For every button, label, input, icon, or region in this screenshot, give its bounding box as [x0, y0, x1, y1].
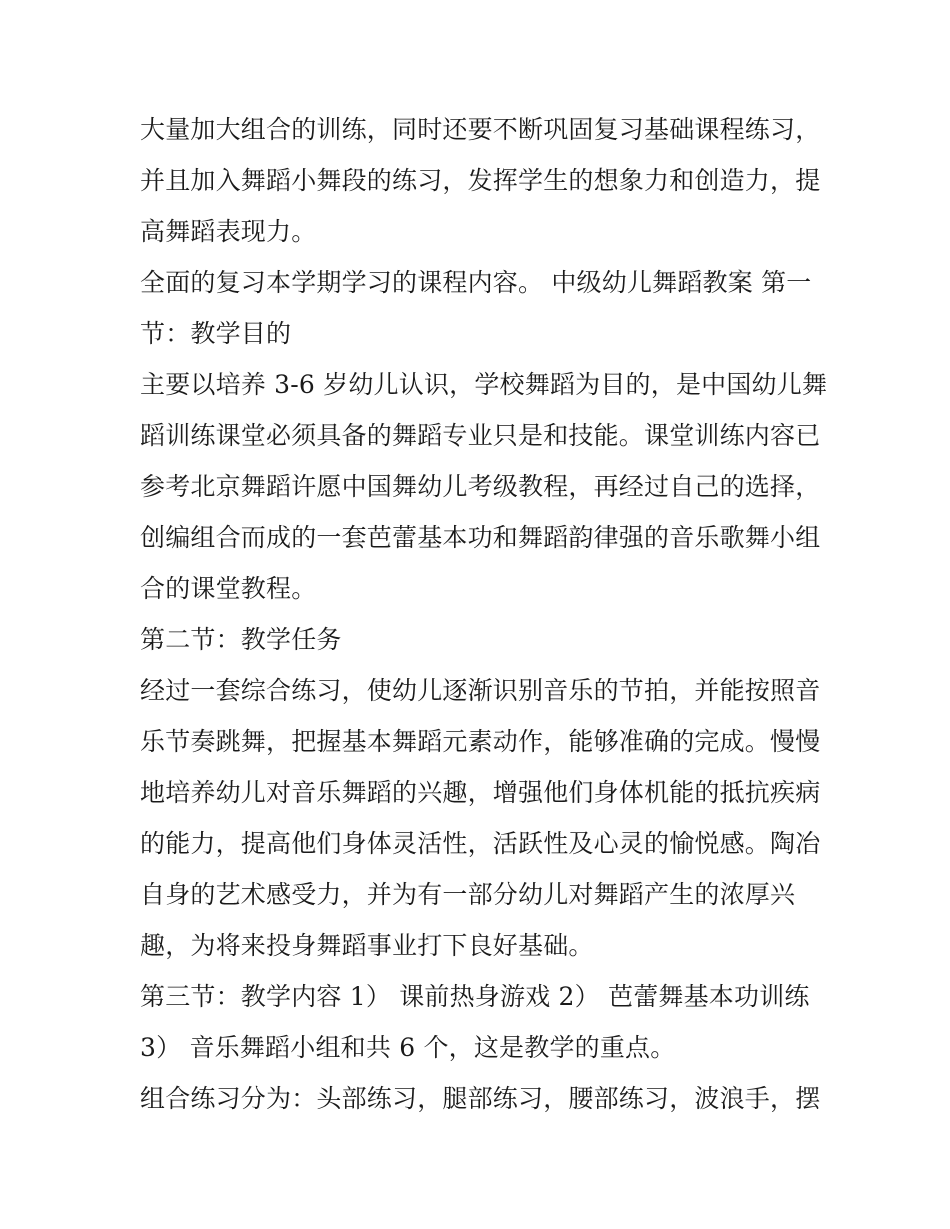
text-line: 参考北京舞蹈许愿中国舞幼儿考级教程，再经过自己的选择， — [140, 472, 821, 501]
text-line: 的能力，提高他们身体灵活性，活跃性及心灵的愉悦感。陶冶 — [140, 829, 821, 858]
text-line: 乐节奏跳舞，把握基本舞蹈元素动作，能够准确的完成。慢慢 — [140, 727, 821, 756]
text-line: 并且加入舞蹈小舞段的练习，发挥学生的想象力和创造力，提 — [140, 166, 821, 195]
text-line: 全面的复习本学期学习的课程内容。 中级幼儿舞蹈教案 第一 — [140, 268, 812, 297]
text-line: 自身的艺术感受力，并为有一部分幼儿对舞蹈产生的浓厚兴 — [140, 880, 796, 909]
text-line: 3） 音乐舞蹈小组和共 6 个，这是教学的重点。 — [140, 1033, 676, 1062]
section-heading: 第三节：教学内容 1） 课前热身游戏 2） 芭蕾舞基本功训练 — [140, 982, 810, 1011]
text-line: 经过一套综合练习，使幼儿逐渐识别音乐的节拍，并能按照音 — [140, 676, 821, 705]
text-line: 高舞蹈表现力。 — [140, 217, 317, 246]
section-heading: 节：教学目的 — [140, 319, 292, 348]
text-line: 蹈训练课堂必须具备的舞蹈专业只是和技能。课堂训练内容已 — [140, 421, 821, 450]
text-line: 组合练习分为：头部练习，腿部练习，腰部练习，波浪手，摆 — [140, 1084, 821, 1113]
document-body — [140, 104, 828, 1124]
text-line: 创编组合而成的一套芭蕾基本功和舞蹈韵律强的音乐歌舞小组 — [140, 523, 821, 552]
text-line: 趣，为将来投身舞蹈事业打下良好基础。 — [140, 931, 594, 960]
text-line: 大量加大组合的训练，同时还要不断巩固复习基础课程练习， — [140, 115, 821, 144]
section-heading: 第二节：教学任务 — [140, 625, 342, 654]
text-line: 地培养幼儿对音乐舞蹈的兴趣，增强他们身体机能的抵抗疾病 — [140, 778, 821, 807]
text-line: 合的课堂教程。 — [140, 574, 317, 603]
text-line: 主要以培养 3-6 岁幼儿认识，学校舞蹈为目的，是中国幼儿舞 — [140, 370, 828, 399]
